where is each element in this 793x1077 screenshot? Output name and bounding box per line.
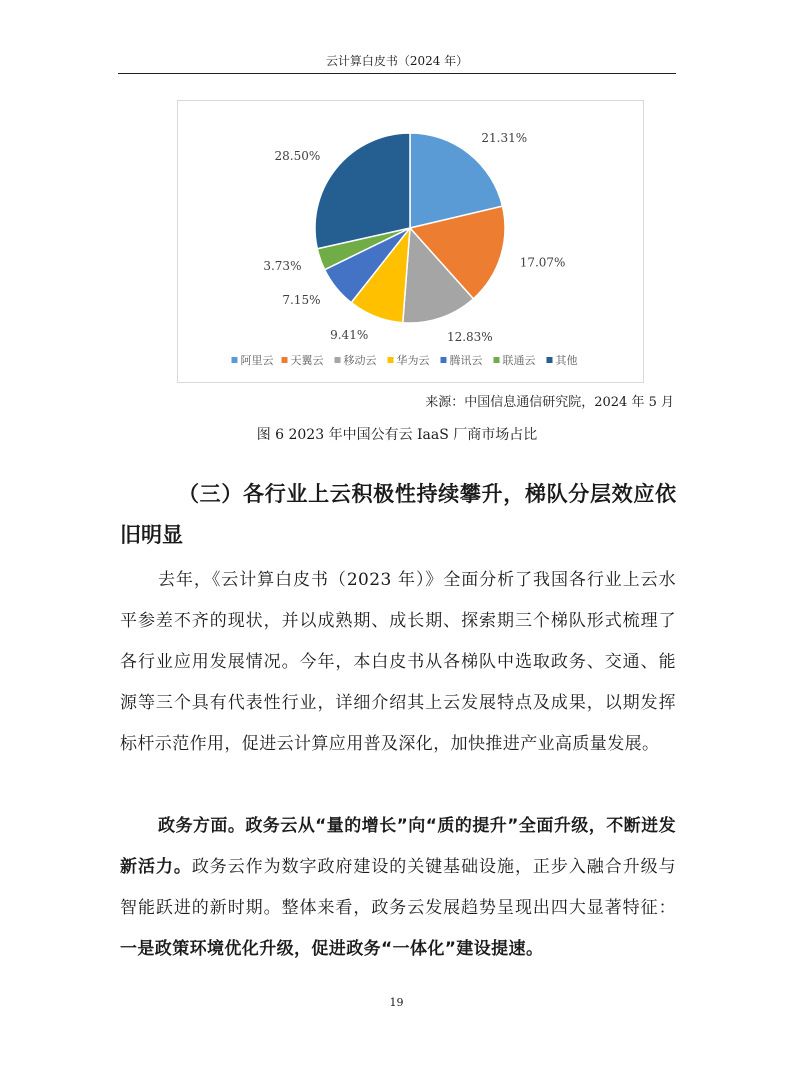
legend-item-4 [441, 353, 483, 367]
legend-item-5 [494, 354, 536, 367]
chart-source: 来源：中国信息通信研究院，2024 年 5 月 [425, 395, 674, 410]
legend-swatch-1 [282, 357, 288, 363]
pie-data-label-2: 12.83% [446, 329, 493, 344]
legend-label-6: 其他 [555, 354, 578, 367]
pie-data-label-4: 7.15% [282, 293, 321, 308]
pie-chart-frame [177, 100, 644, 383]
legend-swatch-3 [388, 357, 394, 363]
legend-label-4: 腾讯云 [449, 354, 483, 367]
legend-swatch-5 [494, 357, 500, 363]
pie-data-label-3: 9.41% [330, 328, 369, 343]
legend-swatch-6 [547, 357, 553, 363]
legend-item-1 [282, 354, 324, 367]
paragraph-lead-bold: 政务方面。政务云从“量的增长”向“质的提升”全面升级，不断迸发新活力。 [120, 816, 676, 877]
body-paragraph-2 [120, 806, 676, 970]
pie-slice-6 [315, 133, 410, 249]
pie-data-label-0: 21.31% [481, 130, 528, 145]
legend-swatch-0 [232, 357, 238, 363]
legend-label-2: 移动云 [343, 354, 377, 367]
figure-caption: 图 6 2023 年中国公有云 IaaS 厂商市场占比 [256, 427, 538, 443]
legend-label-1: 天翼云 [290, 354, 324, 367]
legend-item-0 [232, 354, 274, 367]
page-number: 19 [389, 996, 404, 1009]
paragraph-body: 政务云作为数字政府建设的关键基础设施，正步入融合升级与智能跃进的新时期。整体来看，政务云发展趋势呈现出四大显著特征： [120, 857, 676, 918]
body-paragraph-1: 去年，《云计算白皮书（2023 年）》全面分析了我国各行业上云水平参差不齐的现状，并以成熟期、成长期、探索期三个梯队形式梳理了各行业应用发展情况。今年，本白皮书从各梯队中选取政务、交通、能源等三个具有代表性行业，详细介绍其上云发展特点及成果，以期发挥标杆示范作用，促进云计算应用普及深化，加快推进产业高质量发展。 [120, 570, 676, 754]
legend-swatch-2 [335, 357, 341, 363]
legend-label-3: 华为云 [396, 354, 430, 367]
pie-data-label-6: 28.50% [274, 149, 321, 164]
header-rule [118, 73, 676, 74]
legend-swatch-4 [441, 357, 447, 363]
legend-item-3 [388, 353, 430, 367]
pie-data-label-5: 3.73% [263, 259, 302, 274]
legend-item-2 [335, 353, 377, 367]
running-header: 云计算白皮书（2024 年） [325, 54, 469, 68]
legend-label-5: 联通云 [502, 354, 536, 367]
legend-label-0: 阿里云 [240, 354, 274, 367]
legend-item-6 [547, 353, 578, 367]
pie-data-label-1: 17.07% [519, 255, 566, 270]
pie-chart [178, 101, 643, 382]
paragraph-tail-bold: 一是政策环境优化升级，促进政务“一体化”建设提速。 [120, 939, 544, 959]
section-heading: （三）各行业上云积极性持续攀升，梯队分层效应依旧明显 [120, 482, 676, 547]
